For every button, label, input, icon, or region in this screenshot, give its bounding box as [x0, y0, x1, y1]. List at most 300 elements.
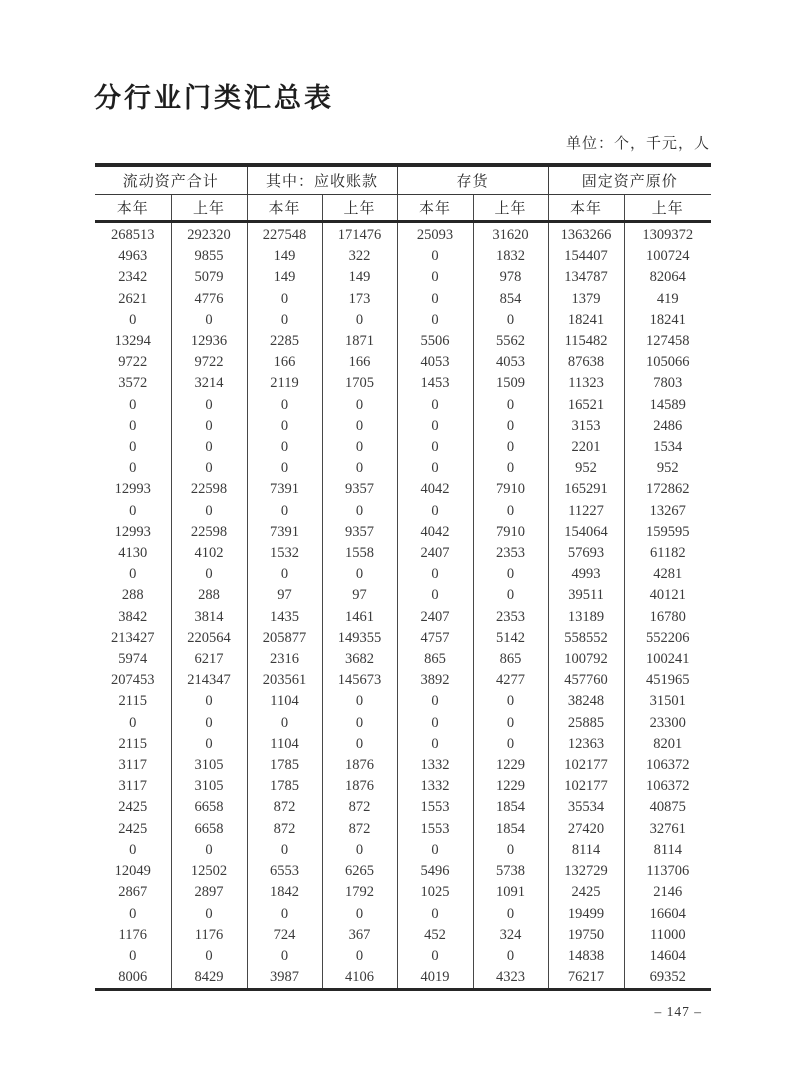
- table-cell: 0: [247, 416, 322, 437]
- sub-header: 上年: [171, 195, 247, 222]
- table-row: [95, 267, 711, 288]
- table-row: [95, 904, 711, 925]
- table-cell: 872: [322, 819, 397, 840]
- table-cell: 5974: [95, 649, 171, 670]
- table-cell: 0: [322, 691, 397, 712]
- table-row: [95, 458, 711, 479]
- table-row: [95, 776, 711, 797]
- table-cell: 61182: [649, 545, 686, 562]
- table-cell: 1379: [548, 289, 624, 310]
- table-cell: 0: [95, 564, 171, 585]
- table-cell: 8114: [548, 840, 624, 861]
- table-cell: 0: [95, 395, 171, 416]
- table-cell: 166: [247, 352, 322, 373]
- table-cell: 6553: [247, 861, 322, 882]
- table-cell: 97: [247, 585, 322, 606]
- table-cell: 213427: [95, 628, 171, 649]
- table-cell: 115482: [548, 331, 624, 352]
- table-cell: 132729: [548, 861, 624, 882]
- table-cell: 1705: [322, 373, 397, 394]
- sub-header: 本年: [95, 195, 171, 222]
- table-cell: 149: [247, 267, 322, 288]
- table-cell: 19750: [548, 925, 624, 946]
- table-row: [95, 755, 711, 776]
- table-cell: 0: [95, 713, 171, 734]
- table-cell: 0: [171, 458, 247, 479]
- table-cell: 9722: [95, 352, 171, 373]
- table-cell: 100241: [646, 651, 690, 668]
- table-cell: 4053: [397, 352, 473, 373]
- table-cell: 0: [322, 840, 397, 861]
- table-cell: 166: [322, 352, 397, 373]
- table-cell: 0: [95, 904, 171, 925]
- table-cell: 0: [95, 416, 171, 437]
- table-cell: 1532: [247, 543, 322, 564]
- table-cell: 14838: [548, 946, 624, 967]
- table-cell: 14589: [649, 396, 686, 413]
- table-cell: 2425: [95, 819, 171, 840]
- table-cell: 9855: [171, 246, 247, 267]
- table-cell: 5738: [473, 861, 548, 882]
- table-cell: 0: [397, 904, 473, 925]
- table-row: [95, 373, 711, 394]
- table-cell: 1534: [653, 439, 683, 456]
- table-cell: 2146: [653, 884, 683, 901]
- table-cell: 1025: [397, 882, 473, 903]
- table-cell: 97: [322, 585, 397, 606]
- table-row: [95, 946, 711, 967]
- table-cell: 0: [322, 904, 397, 925]
- table-cell: 0: [473, 946, 548, 967]
- table-cell: 205877: [247, 628, 322, 649]
- table-row: [95, 670, 711, 691]
- table-cell: 35534: [548, 797, 624, 818]
- page-title: 分行业门类汇总表: [94, 83, 334, 113]
- table-cell: 165291: [548, 479, 624, 500]
- table-cell: 1553: [397, 797, 473, 818]
- table-cell: 0: [171, 310, 247, 331]
- table-cell: 0: [473, 416, 548, 437]
- table-cell: 11323: [548, 373, 624, 394]
- table-cell: 0: [473, 691, 548, 712]
- table-cell: 0: [322, 437, 397, 458]
- table-cell: 18241: [548, 310, 624, 331]
- table-cell: 0: [473, 734, 548, 755]
- table-cell: 102177: [548, 755, 624, 776]
- table-cell: 1176: [171, 925, 247, 946]
- table-cell: 12502: [171, 861, 247, 882]
- table-cell: 6265: [322, 861, 397, 882]
- table-row: [95, 522, 711, 543]
- table-cell: 1104: [247, 691, 322, 712]
- table-cell: 872: [322, 797, 397, 818]
- table-cell: 4102: [171, 543, 247, 564]
- table-cell: 0: [473, 585, 548, 606]
- table-cell: 3105: [171, 755, 247, 776]
- table-cell: 3892: [397, 670, 473, 691]
- table-row: [95, 713, 711, 734]
- table-cell: 865: [397, 649, 473, 670]
- table-cell: 865: [473, 649, 548, 670]
- table-cell: 40875: [649, 799, 686, 816]
- table-cell: 1229: [473, 776, 548, 797]
- table-cell: 1842: [247, 882, 322, 903]
- table-cell: 1558: [322, 543, 397, 564]
- table-cell: 2867: [95, 882, 171, 903]
- table-cell: 552206: [646, 629, 690, 646]
- table-cell: 2119: [247, 373, 322, 394]
- table-cell: 0: [322, 310, 397, 331]
- table-cell: 172862: [646, 481, 690, 498]
- table-row: [95, 310, 711, 331]
- table-cell: 324: [473, 925, 548, 946]
- table-cell: 207453: [95, 670, 171, 691]
- table-cell: 5142: [473, 628, 548, 649]
- table-cell: 0: [322, 458, 397, 479]
- table-cell: 6217: [171, 649, 247, 670]
- table-cell: 5079: [171, 267, 247, 288]
- table-cell: 0: [171, 904, 247, 925]
- table-cell: 2425: [548, 882, 624, 903]
- table-cell: 32761: [649, 820, 686, 837]
- table-cell: 1461: [322, 607, 397, 628]
- table-cell: 4130: [95, 543, 171, 564]
- table-cell: 0: [473, 501, 548, 522]
- table-cell: 4053: [473, 352, 548, 373]
- table-cell: 3105: [171, 776, 247, 797]
- table-cell: 952: [548, 458, 624, 479]
- table-row: [95, 395, 711, 416]
- table-cell: 12049: [95, 861, 171, 882]
- table-cell: 0: [247, 564, 322, 585]
- table-cell: 0: [473, 310, 548, 331]
- table-row: [95, 564, 711, 585]
- table-cell: 0: [171, 691, 247, 712]
- table-cell: 2115: [95, 734, 171, 755]
- group-header-row: [95, 165, 711, 195]
- table-cell: 0: [397, 267, 473, 288]
- table-cell: 1435: [247, 607, 322, 628]
- table-cell: 0: [473, 564, 548, 585]
- table-cell: 4993: [548, 564, 624, 585]
- table-body: [95, 222, 711, 990]
- table-cell: 0: [322, 734, 397, 755]
- table-cell: 288: [171, 585, 247, 606]
- table-cell: 0: [397, 734, 473, 755]
- table-cell: 0: [171, 395, 247, 416]
- table-cell: 3117: [95, 755, 171, 776]
- table-cell: 1453: [397, 373, 473, 394]
- table-cell: 872: [247, 819, 322, 840]
- group-header-fixed-assets: 固定资产原价: [548, 165, 711, 195]
- table-row: [95, 691, 711, 712]
- table-cell: 11227: [548, 501, 624, 522]
- table-cell: 6658: [171, 819, 247, 840]
- table-cell: 25093: [397, 222, 473, 247]
- table-cell: 0: [247, 501, 322, 522]
- table-row: [95, 437, 711, 458]
- table-cell: 102177: [548, 776, 624, 797]
- table-cell: 2316: [247, 649, 322, 670]
- table-cell: 2353: [473, 607, 548, 628]
- table-cell: 0: [397, 310, 473, 331]
- table-cell: 0: [397, 395, 473, 416]
- table-cell: 12993: [95, 522, 171, 543]
- sub-header: 本年: [397, 195, 473, 222]
- table-cell: 4757: [397, 628, 473, 649]
- table-cell: 100792: [548, 649, 624, 670]
- table-cell: 14604: [649, 947, 686, 964]
- table-cell: 3682: [322, 649, 397, 670]
- table-cell: 2425: [95, 797, 171, 818]
- table-cell: 12363: [548, 734, 624, 755]
- table-cell: 154064: [548, 522, 624, 543]
- table-cell: 1832: [473, 246, 548, 267]
- table-cell: 0: [247, 289, 322, 310]
- table-cell: 268513: [95, 222, 171, 247]
- table-cell: 2621: [95, 289, 171, 310]
- table-cell: 1785: [247, 755, 322, 776]
- table-cell: 203561: [247, 670, 322, 691]
- table-cell: 171476: [322, 222, 397, 247]
- table-cell: 1785: [247, 776, 322, 797]
- table-cell: 23300: [649, 714, 686, 731]
- table-cell: 952: [656, 460, 679, 477]
- table-cell: 978: [473, 267, 548, 288]
- table-cell: 4323: [473, 967, 548, 990]
- table-cell: 3987: [247, 967, 322, 990]
- table-cell: 0: [95, 946, 171, 967]
- table-cell: 1876: [322, 755, 397, 776]
- table-cell: 0: [473, 713, 548, 734]
- table-cell: 0: [247, 310, 322, 331]
- table-cell: 1332: [397, 755, 473, 776]
- table-cell: 159595: [646, 523, 690, 540]
- table-cell: 100724: [646, 248, 690, 265]
- table-cell: 7910: [473, 479, 548, 500]
- table-cell: 1363266: [548, 222, 624, 247]
- table-cell: 214347: [171, 670, 247, 691]
- table-row: [95, 882, 711, 903]
- table-cell: 113706: [646, 863, 690, 880]
- table-cell: 220564: [171, 628, 247, 649]
- table-cell: 16604: [649, 905, 686, 922]
- table-cell: 87638: [548, 352, 624, 373]
- table-cell: 16521: [548, 395, 624, 416]
- table-cell: 451965: [646, 672, 690, 689]
- sub-header: 本年: [247, 195, 322, 222]
- table-cell: 8429: [171, 967, 247, 990]
- table-cell: 31620: [473, 222, 548, 247]
- table-cell: 0: [171, 734, 247, 755]
- table-cell: 0: [397, 416, 473, 437]
- table-cell: 9722: [171, 352, 247, 373]
- table-cell: 0: [95, 437, 171, 458]
- table-row: [95, 331, 711, 352]
- table-cell: 82064: [649, 269, 686, 286]
- sub-header: 上年: [322, 195, 397, 222]
- table-cell: 22598: [171, 522, 247, 543]
- table-cell: 1309372: [642, 227, 694, 243]
- table-row: [95, 289, 711, 310]
- table-row: [95, 628, 711, 649]
- table-row: [95, 246, 711, 267]
- table-cell: 4019: [397, 967, 473, 990]
- table-cell: 3117: [95, 776, 171, 797]
- table-cell: 0: [473, 458, 548, 479]
- table-cell: 0: [95, 501, 171, 522]
- table-row: [95, 734, 711, 755]
- table-cell: 1854: [473, 819, 548, 840]
- table-cell: 0: [171, 437, 247, 458]
- table-cell: 76217: [548, 967, 624, 990]
- table-cell: 0: [322, 501, 397, 522]
- table-cell: 0: [397, 691, 473, 712]
- table-row: [95, 543, 711, 564]
- table-cell: 13267: [649, 502, 686, 519]
- table-cell: 0: [397, 246, 473, 267]
- table-cell: 419: [656, 290, 679, 307]
- table-cell: 0: [171, 840, 247, 861]
- table-row: [95, 819, 711, 840]
- table-cell: 13294: [95, 331, 171, 352]
- page-number: – 147 –: [654, 1004, 702, 1019]
- table-cell: 0: [95, 310, 171, 331]
- table-cell: 0: [397, 437, 473, 458]
- table-cell: 13189: [548, 607, 624, 628]
- table-cell: 5496: [397, 861, 473, 882]
- table-cell: 31501: [649, 693, 686, 710]
- table-cell: 292320: [171, 222, 247, 247]
- table-cell: 3214: [171, 373, 247, 394]
- table-cell: 872: [247, 797, 322, 818]
- table-cell: 288: [95, 585, 171, 606]
- table-cell: 0: [397, 840, 473, 861]
- table-cell: 18241: [649, 311, 686, 328]
- table-cell: 4281: [653, 566, 683, 583]
- table-cell: 0: [322, 713, 397, 734]
- table-cell: 7391: [247, 479, 322, 500]
- table-cell: 0: [397, 585, 473, 606]
- unit-note: 单位：个，千元，人: [565, 136, 710, 152]
- table-cell: 7910: [473, 522, 548, 543]
- table-cell: 173: [322, 289, 397, 310]
- table-row: [95, 840, 711, 861]
- table-cell: 0: [322, 416, 397, 437]
- table-cell: 558552: [548, 628, 624, 649]
- table-cell: 2115: [95, 691, 171, 712]
- table-cell: 145673: [322, 670, 397, 691]
- table-cell: 1553: [397, 819, 473, 840]
- table-cell: 5506: [397, 331, 473, 352]
- table-row: [95, 649, 711, 670]
- table-cell: 0: [95, 840, 171, 861]
- group-header-inventory: 存货: [397, 165, 548, 195]
- table-cell: 452: [397, 925, 473, 946]
- table-row: [95, 222, 711, 247]
- table-cell: 0: [473, 840, 548, 861]
- sub-header: 上年: [624, 195, 711, 222]
- table-cell: 25885: [548, 713, 624, 734]
- table-cell: 0: [171, 564, 247, 585]
- table-row: [95, 479, 711, 500]
- table-cell: 3153: [548, 416, 624, 437]
- table-cell: 134787: [548, 267, 624, 288]
- table-cell: 4042: [397, 479, 473, 500]
- table-cell: 0: [171, 713, 247, 734]
- table-row: [95, 585, 711, 606]
- table-cell: 4277: [473, 670, 548, 691]
- table-cell: 1332: [397, 776, 473, 797]
- table-cell: 2407: [397, 543, 473, 564]
- table-cell: 3814: [171, 607, 247, 628]
- table-cell: 1176: [95, 925, 171, 946]
- table-cell: 0: [247, 946, 322, 967]
- table-cell: 0: [247, 713, 322, 734]
- table-cell: 2407: [397, 607, 473, 628]
- table-cell: 0: [171, 501, 247, 522]
- table-row: [95, 797, 711, 818]
- table-cell: 0: [473, 395, 548, 416]
- table-cell: 1876: [322, 776, 397, 797]
- table-cell: 149: [322, 267, 397, 288]
- table-cell: 127458: [646, 333, 690, 350]
- table-cell: 12936: [171, 331, 247, 352]
- table-cell: 7803: [653, 375, 683, 392]
- table-cell: 9357: [322, 522, 397, 543]
- table-cell: 12993: [95, 479, 171, 500]
- table-cell: 3842: [95, 607, 171, 628]
- table-cell: 9357: [322, 479, 397, 500]
- table-cell: 0: [171, 946, 247, 967]
- table-cell: 69352: [649, 969, 686, 986]
- table-cell: 1854: [473, 797, 548, 818]
- table-cell: 2353: [473, 543, 548, 564]
- table-cell: 0: [247, 437, 322, 458]
- table-cell: 38248: [548, 691, 624, 712]
- table-cell: 227548: [247, 222, 322, 247]
- table-row: [95, 352, 711, 373]
- table-cell: 8006: [95, 967, 171, 990]
- table-cell: 4963: [95, 246, 171, 267]
- table-cell: 0: [397, 946, 473, 967]
- table-cell: 106372: [646, 757, 690, 774]
- table-cell: 854: [473, 289, 548, 310]
- table-cell: 0: [473, 904, 548, 925]
- table-row: [95, 416, 711, 437]
- table-cell: 0: [95, 458, 171, 479]
- table-cell: 1792: [322, 882, 397, 903]
- table-row: [95, 925, 711, 946]
- table-cell: 8114: [653, 841, 683, 858]
- table-cell: 2486: [653, 417, 683, 434]
- table-cell: 6658: [171, 797, 247, 818]
- table-cell: 2897: [171, 882, 247, 903]
- sub-header: 上年: [473, 195, 548, 222]
- table-cell: 0: [473, 437, 548, 458]
- table-cell: 0: [397, 289, 473, 310]
- table-cell: 2342: [95, 267, 171, 288]
- table-cell: 4042: [397, 522, 473, 543]
- table-cell: 27420: [548, 819, 624, 840]
- table-cell: 1509: [473, 373, 548, 394]
- table-cell: 11000: [649, 926, 686, 943]
- table-cell: 106372: [646, 778, 690, 795]
- table-cell: 3572: [95, 373, 171, 394]
- table-cell: 16780: [649, 608, 686, 625]
- table-cell: 4106: [322, 967, 397, 990]
- table-cell: 0: [322, 946, 397, 967]
